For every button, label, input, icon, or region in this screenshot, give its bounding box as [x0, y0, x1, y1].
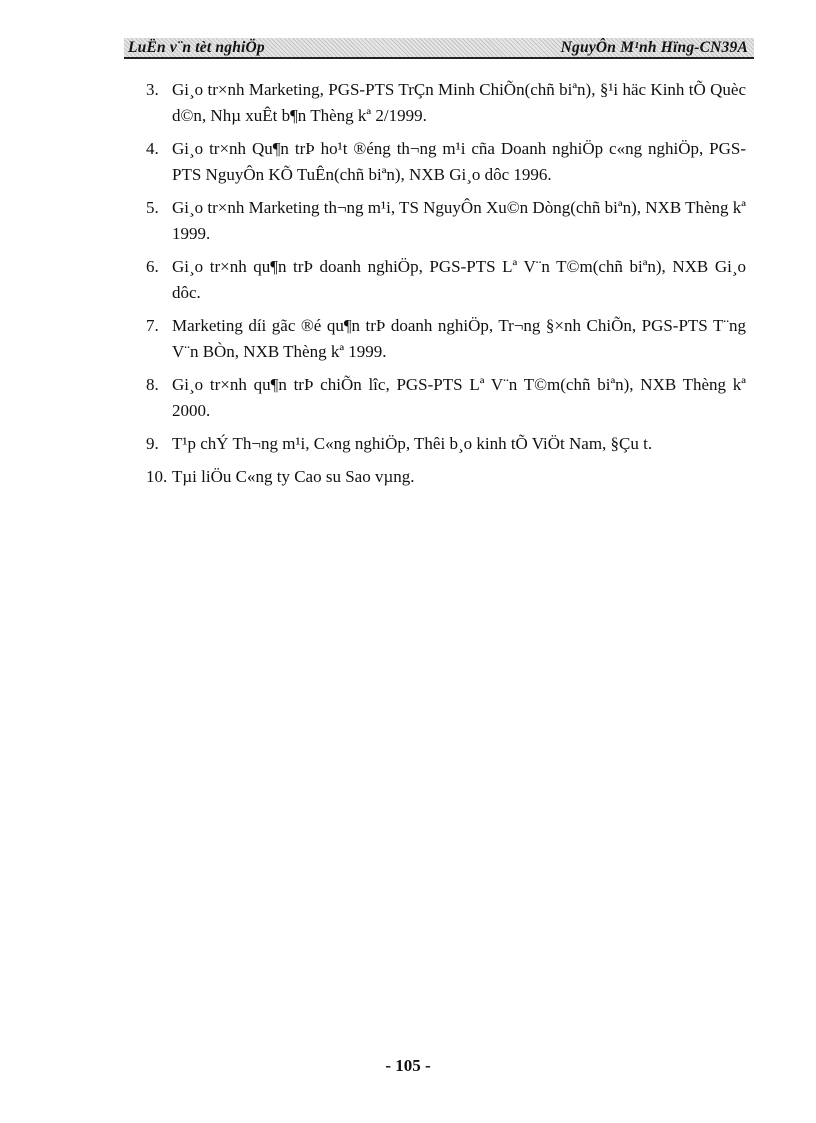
reference-number: 10.: [146, 467, 168, 486]
reference-text: Marketing díi gãc ®é qu¶n trÞ doanh nghiÖp, Tr¬ng §×nh ChiÕn, PGS-PTS T¨ng V¨n BÒn, NXB Thèng kª 1999.: [172, 316, 746, 361]
reference-text: Gi¸o tr×nh Marketing, PGS-PTS TrÇn Minh ChiÕn(chñ biªn), §¹i häc Kinh tÕ Quèc d©n, Nhµ xuÊt b¶n Thèng kª 2/1999.: [172, 80, 746, 125]
reference-text: Gi¸o tr×nh Marketing th¬ng m¹i, TS NguyÔn Xu©n Dòng(chñ biªn), NXB Thèng kª 1999.: [172, 198, 746, 243]
reference-list: [146, 77, 746, 497]
reference-text: Gi¸o tr×nh Qu¶n trÞ ho¹t ®éng th¬ng m¹i cña Doanh nghiÖp c«ng nghiÖp, PGS-PTS NguyÔn KÕ TuÊn(chñ biªn), NXB Gi¸o dôc 1996.: [172, 139, 746, 184]
header-thesis-title: LuËn v¨n tèt nghiÖp: [128, 38, 265, 56]
reference-item: [146, 195, 746, 247]
header-author: NguyÔn M¹nh Hïng-CN39A: [560, 38, 748, 56]
reference-item: [146, 464, 746, 490]
reference-item: [146, 254, 746, 306]
reference-text: T¹p chÝ Th¬ng m¹i, C«ng nghiÖp, Thêi b¸o kinh tÕ ViÖt Nam, §Çu t.: [172, 434, 653, 453]
reference-number: 8.: [146, 375, 159, 394]
running-header: [124, 38, 754, 59]
reference-number: 5.: [146, 198, 159, 217]
reference-item: [146, 136, 746, 188]
reference-text: Gi¸o tr×nh qu¶n trÞ doanh nghiÖp, PGS-PTS Lª V¨n T©m(chñ biªn), NXB Gi¸o dôc.: [172, 257, 746, 302]
reference-number: 7.: [146, 316, 159, 335]
reference-text: Tµi liÖu C«ng ty Cao su Sao vµng.: [172, 467, 415, 486]
reference-number: 3.: [146, 80, 159, 99]
reference-item: [146, 431, 746, 457]
reference-text: Gi¸o tr×nh qu¶n trÞ chiÕn lîc, PGS-PTS Lª V¨n T©m(chñ biªn), NXB Thèng kª 2000.: [172, 375, 746, 420]
reference-item: [146, 77, 746, 129]
page-number: - 105 -: [385, 1056, 431, 1075]
reference-number: 4.: [146, 139, 159, 158]
reference-item: [146, 313, 746, 365]
reference-number: 6.: [146, 257, 159, 276]
reference-number: 9.: [146, 434, 159, 453]
reference-item: [146, 372, 746, 424]
